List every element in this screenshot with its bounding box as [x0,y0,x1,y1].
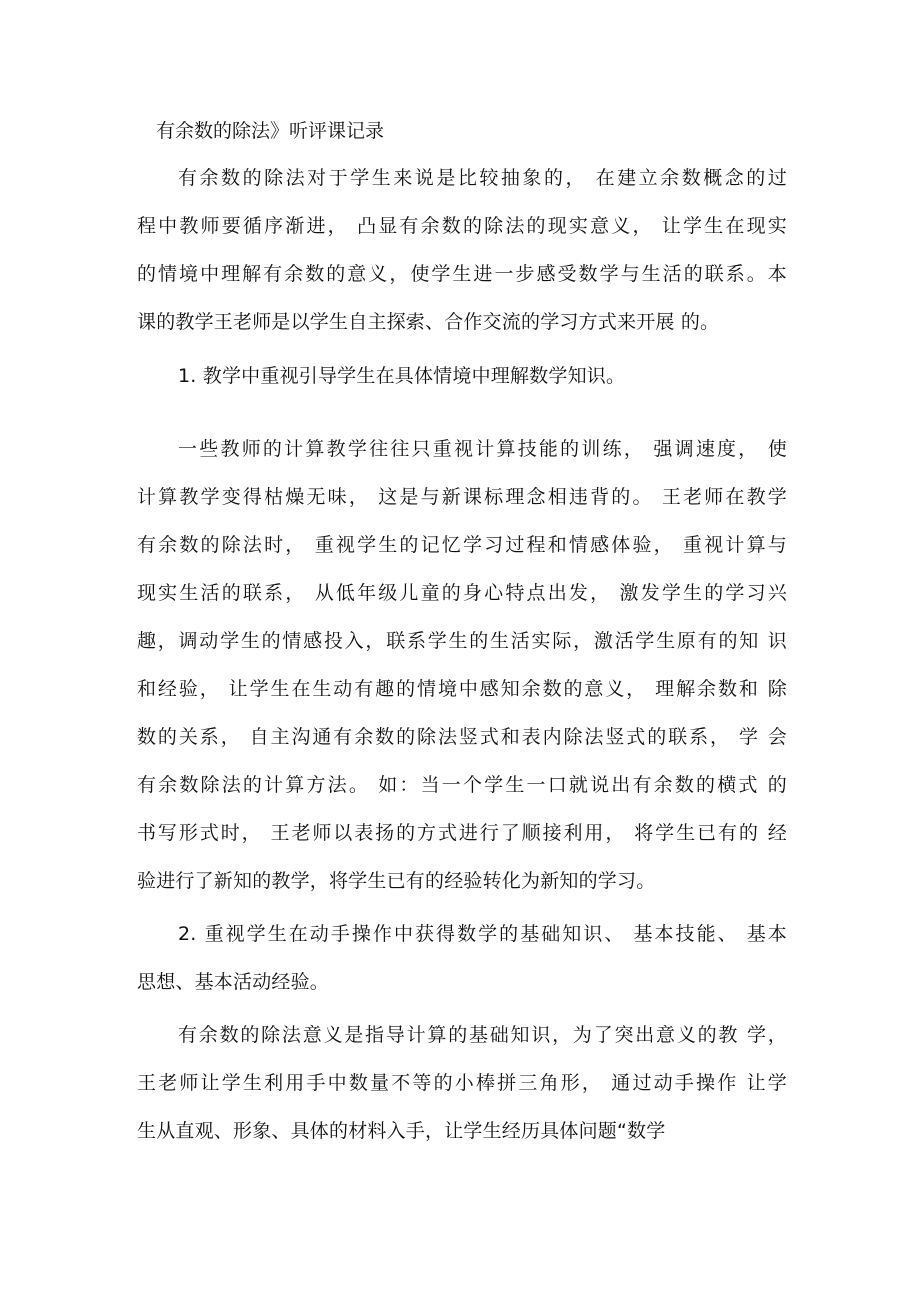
text-line: 课的教学王老师是以学生自主探索、合作交流的学习方式来开展 的。 [137,311,720,333]
text-line: 有余数的除法意义是指导计算的基础知识，为了突出意义的教 学， [178,1024,787,1046]
text-line: 趣，调动学生的情感投入，联系学生的生活实际，激活学生原有的知 识 [137,630,787,652]
text-line: 程中教师要循序渐进， 凸显有余数的除法的现实意义， 让学生在现实 [137,215,787,237]
text-line: 和经验， 让学生在生动有趣的情境中感知余数的意义， 理解余数和 除 [137,678,787,700]
text-line: 王老师让学生利用手中数量不等的小棒拼三角形， 通过动手操作 让学 [137,1072,787,1094]
text-line: 生从直观、形象、具体的材料入手，让学生经历具体问题“数学 [137,1120,666,1142]
document-title: 有余数的除法》听评课记录 [156,120,385,142]
section-heading-continued: 思想、基本活动经验。 [137,971,330,993]
text-line: 有余数的除法对于学生来说是比较抽象的， 在建立余数概念的过 [178,167,787,189]
text-line: 现实生活的联系， 从低年级儿童的身心特点出发， 激发学生的学习兴 [137,582,787,604]
text-line: 验进行了新知的教学，将学生已有的经验转化为新知的学习。 [137,870,656,892]
text-line: 有余数的除法时， 重视学生的记忆学习过程和情感体验， 重视计算与 [137,534,787,556]
text-line: 有余数除法的计算方法。 如：当一个学生一口就说出有余数的横式 的 [137,774,787,796]
text-line: 计算教学变得枯燥无味， 这是与新课标理念相违背的。 王老师在教学 [137,486,787,508]
section-heading: 1. 教学中重视引导学生在具体情境中理解数学知识。 [178,365,626,387]
text-line: 数的关系， 自主沟通有余数的除法竖式和表内除法竖式的联系， 学 会 [137,726,787,748]
section-heading: 2. 重视学生在动手操作中获得数学的基础知识、 基本技能、 基本 [178,923,787,945]
text-line: 书写形式时， 王老师以表扬的方式进行了顺接利用， 将学生已有的 经 [137,822,787,844]
text-line: 的情境中理解有余数的意义，使学生进一步感受数学与生活的联系。本 [137,263,787,285]
text-line: 一些教师的计算教学往往只重视计算技能的训练， 强调速度， 使 [178,438,787,460]
